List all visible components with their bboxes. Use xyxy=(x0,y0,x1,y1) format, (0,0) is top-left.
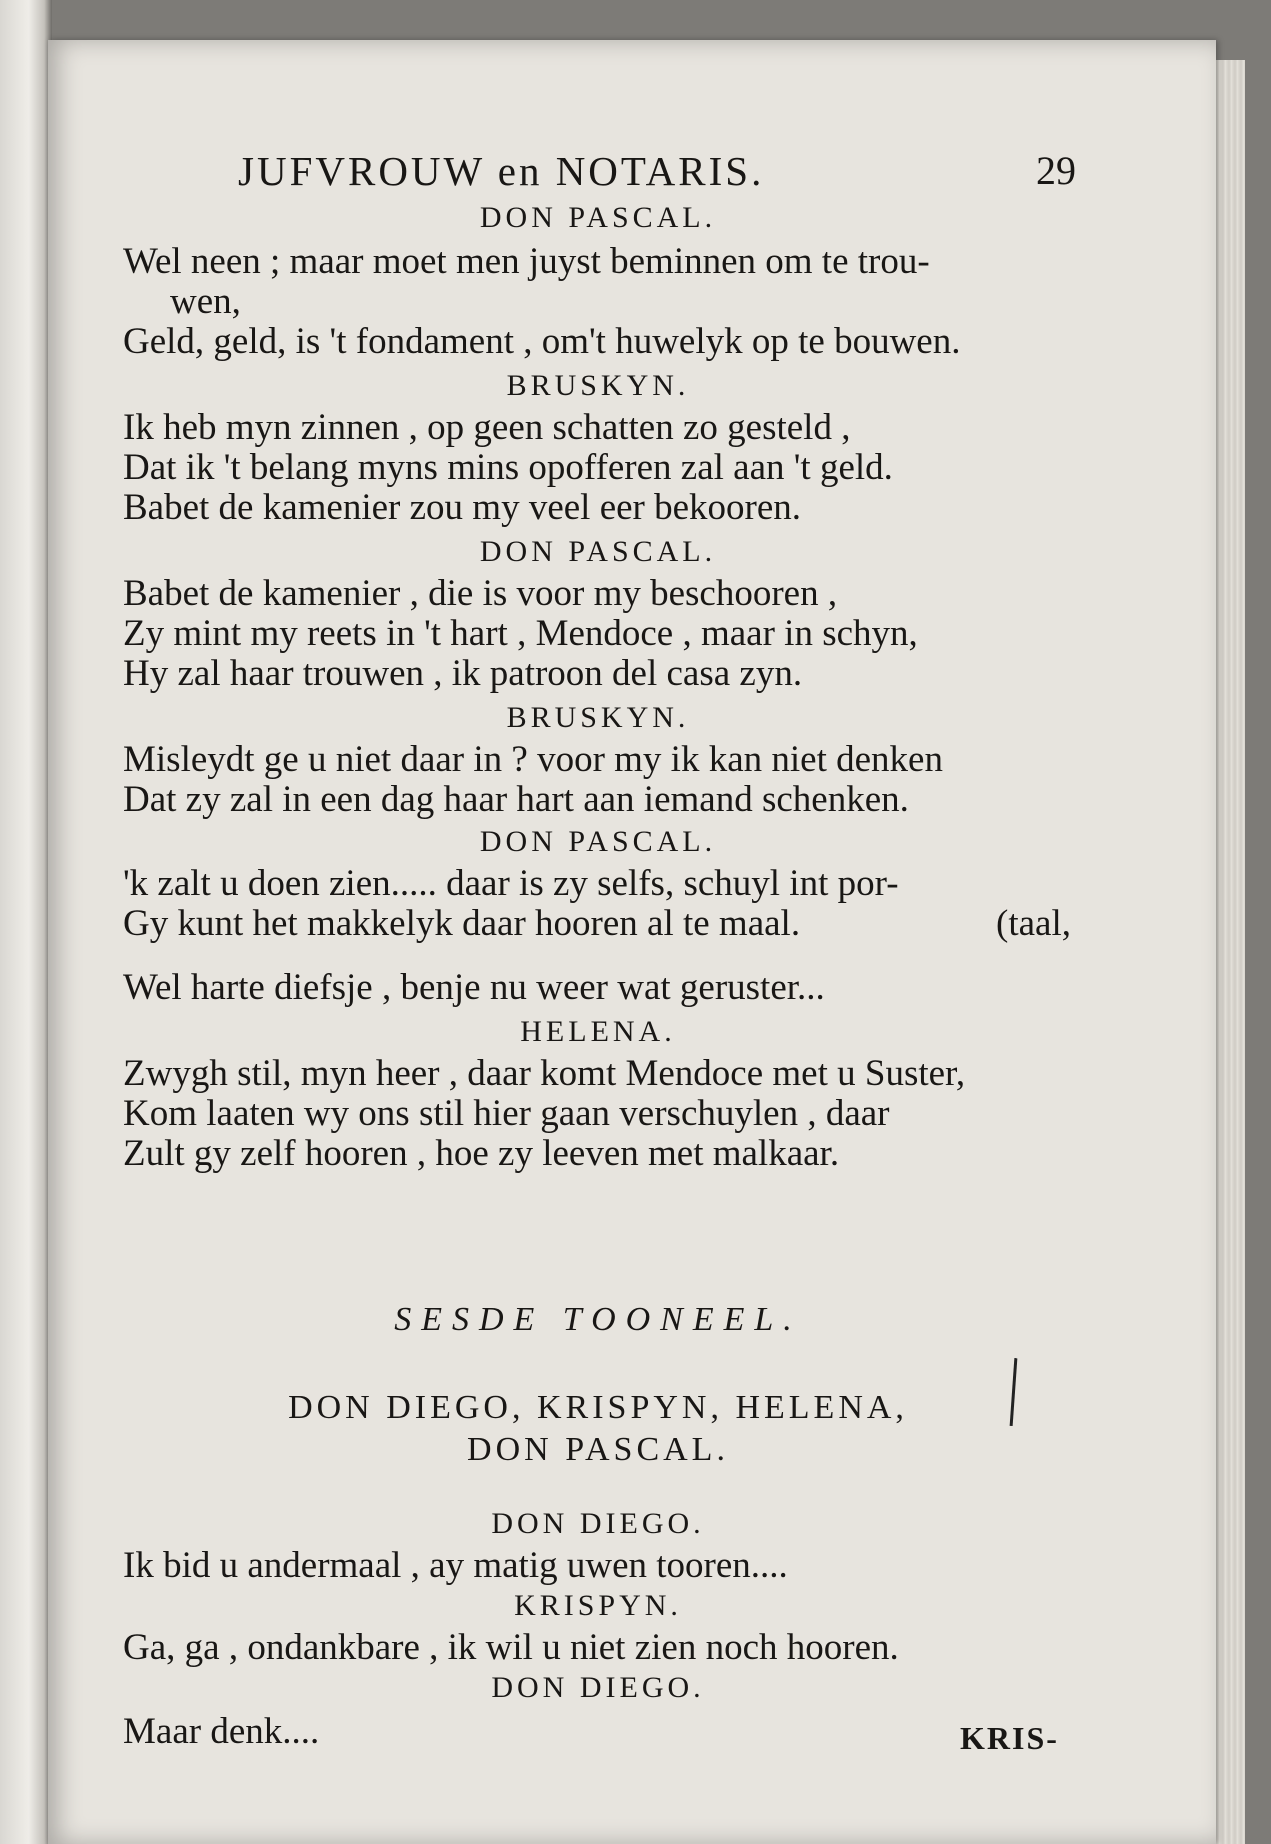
verse-line: Ga, ga , ondankbare , ik wil u niet zien noch hooren. xyxy=(123,1627,899,1668)
verse-line: Wel neen ; maar moet men juyst beminnen om te trou- xyxy=(123,241,930,282)
verse-line: Hy zal haar trouwen , ik patroon del casa zyn. xyxy=(123,653,803,694)
verse-line: Babet de kamenier zou my veel eer bekooren. xyxy=(123,487,802,528)
speaker-heading: BRUSKYN. xyxy=(506,369,690,402)
verse-line: Ik bid u andermaal , ay matig uwen tooren.... xyxy=(123,1545,788,1586)
speaker-heading: DON DIEGO. xyxy=(491,1671,705,1704)
cast-list-line: DON PASCAL. xyxy=(467,1431,729,1468)
verse-line: Kom laaten wy ons stil hier gaan verschuylen , daar xyxy=(123,1093,890,1134)
verse-line: 'k zalt u doen zien..... daar is zy selfs, schuyl int por- xyxy=(123,863,899,904)
page-number: 29 xyxy=(1036,148,1076,193)
speaker-heading: BRUSKYN. xyxy=(506,701,690,734)
verse-line: Babet de kamenier , die is voor my beschooren , xyxy=(123,573,838,614)
verse-line: Ik heb myn zinnen , op geen schatten zo gesteld , xyxy=(123,407,851,448)
verse-line: Geld, geld, is 't fondament , om't huwelyk op te bouwen. xyxy=(123,321,961,362)
speaker-heading: HELENA. xyxy=(520,1015,676,1048)
speaker-heading: KRISPYN. xyxy=(514,1589,682,1622)
speaker-heading: DON PASCAL. xyxy=(479,825,717,858)
catchword: KRIS- xyxy=(960,1720,1059,1756)
verse-line: Zwygh stil, myn heer , daar komt Mendoce met u Suster, xyxy=(123,1053,966,1094)
verse-line: wen, xyxy=(170,281,241,322)
book-page xyxy=(48,40,1216,1844)
verse-line: Wel harte diefsje , benje nu weer wat geruster... xyxy=(123,967,825,1008)
turnover-text: (taal, xyxy=(996,903,1071,944)
verse-line: Zult gy zelf hooren , hoe zy leeven met malkaar. xyxy=(123,1133,840,1174)
verse-line: Gy kunt het makkelyk daar hooren al te maal. xyxy=(123,903,801,944)
verse-line: Zy mint my reets in 't hart , Mendoce , maar in schyn, xyxy=(123,613,918,654)
verse-line: Misleydt ge u niet daar in ? voor my ik kan niet denken xyxy=(123,739,943,780)
speaker-heading: DON PASCAL. xyxy=(479,201,717,234)
verse-line: Maar denk.... xyxy=(123,1711,320,1752)
scene-heading: SESDE TOONEEL. xyxy=(394,1301,802,1338)
speaker-heading: DON DIEGO. xyxy=(491,1507,705,1540)
verse-line: Dat zy zal in een dag haar hart aan iemand schenken. xyxy=(123,779,909,820)
speaker-heading: DON PASCAL. xyxy=(479,535,717,568)
verse-line: Dat ik 't belang myns mins opofferen zal aan 't geld. xyxy=(123,447,893,488)
running-head: JUFVROUW en NOTARIS. xyxy=(238,148,765,194)
page-text xyxy=(48,40,1216,1844)
facing-page-edge xyxy=(0,0,52,1844)
cast-list-line: DON DIEGO, KRISPYN, HELENA, xyxy=(288,1389,908,1426)
